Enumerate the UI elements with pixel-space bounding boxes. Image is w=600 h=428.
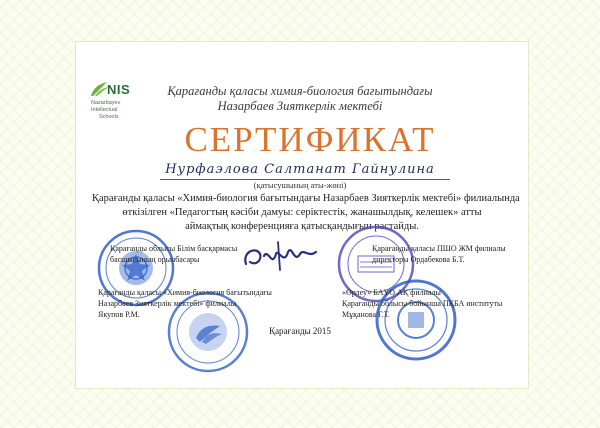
right-top-signatory-line-2: директоры Ордабекова Б.Т.	[372, 255, 465, 264]
header-line-1: Қарағанды қаласы химия-биология бағытындағы	[167, 84, 433, 98]
body-line-3: аймақтық конференцияға қатысқандығын растайды.	[185, 221, 419, 232]
left-bottom-signatory-line-2: Назарбаев Зияткерлік мектебі» филиалы	[98, 299, 237, 308]
body-line-2: өткізілген «Педагогтың кәсіби дамуы: серіктестік, жанашылдық, келешек» атты	[122, 207, 482, 218]
place-year: Қарағанды 2015	[269, 326, 331, 336]
right-bottom-signatory-line-2: Қарағанды облысы бойынша ПҚБА институты	[342, 299, 503, 308]
body-line-1: Қарағанды қаласы «Химия-биология бағытындағы Назарбаев Зияткерлік мектебі» филиалында	[92, 193, 520, 204]
right-top-signatory-line-1: Қарағанды қаласы ПШО ЖМ филиалы	[372, 244, 506, 253]
logo-line-2: Intellectual	[91, 107, 118, 113]
logo-line-1: Nazarbayev	[91, 100, 121, 106]
certificate-title: СЕРТИФИКАТ	[184, 120, 436, 159]
right-bottom-signatory-line-3: Мұқанова Г.Т.	[342, 310, 390, 319]
recipient-name: Нурфаэлова Салтанат Гайнулина	[165, 162, 435, 177]
left-bottom-signatory-line-1: Қарағанды қаласы «Химия-биология бағытындағы	[98, 288, 272, 297]
signature-mark	[238, 238, 328, 274]
header-line-2: Назарбаев Зияткерлік мектебі	[217, 99, 383, 113]
left-top-signatory-line-2: басшысының орынбасары	[110, 255, 200, 264]
logo-line-3: Schools	[99, 114, 119, 120]
logo-text: NIS	[107, 82, 131, 97]
right-bottom-signatory-line-1: «Өрлеу» БАҰО АҚ филиалы	[342, 288, 441, 297]
recipient-caption: (қатысушының аты-жөні)	[253, 180, 347, 190]
left-top-signatory-line-1: Қарағанды облысы Білім басқармасы	[110, 244, 238, 253]
left-bottom-signatory-line-3: Якупов Р.М.	[98, 310, 140, 319]
